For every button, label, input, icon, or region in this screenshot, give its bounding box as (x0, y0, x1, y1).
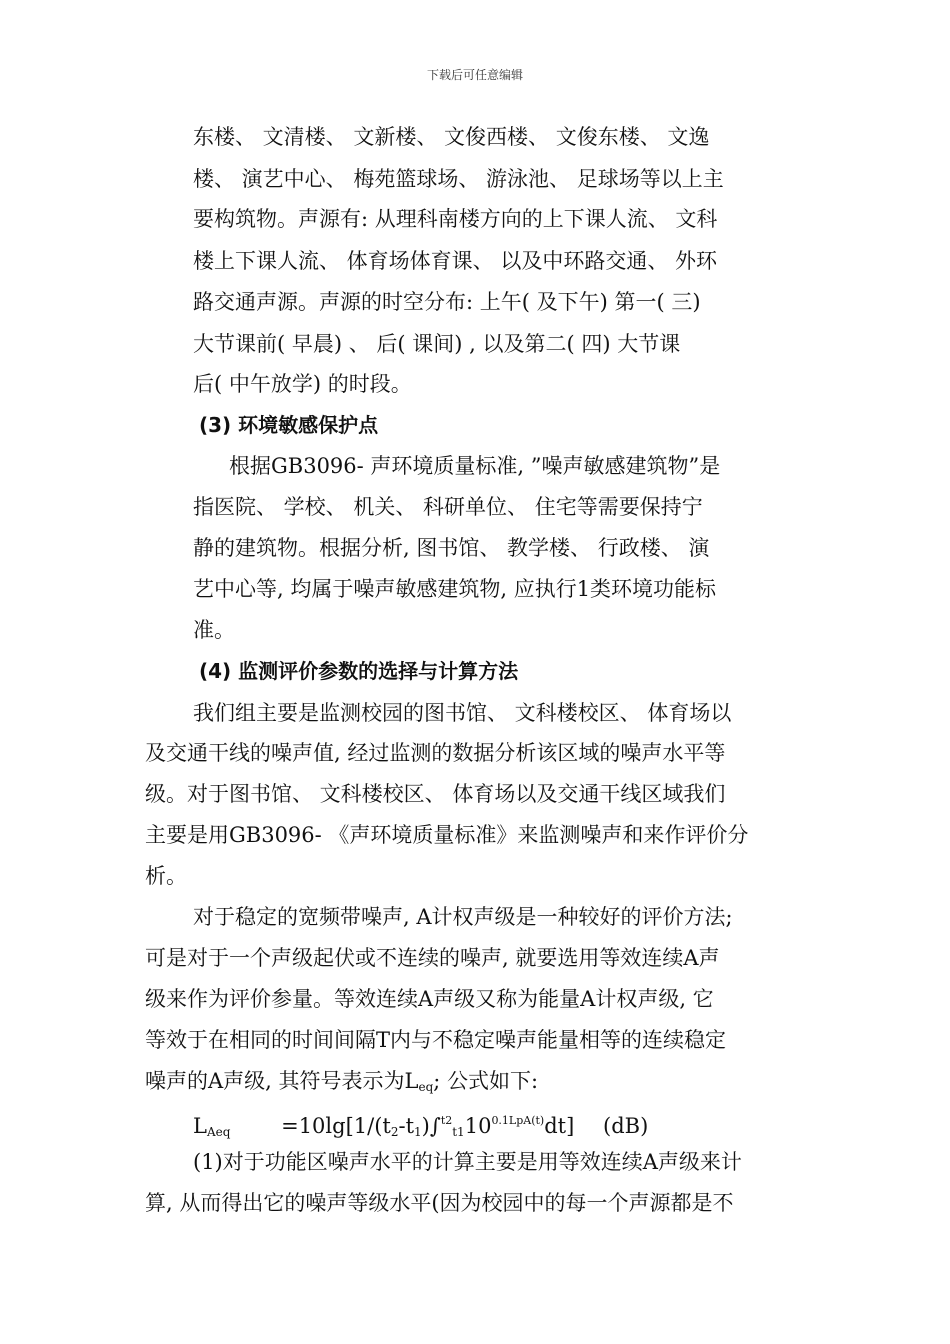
text-line: 后( 中午放学) 的时段。 (193, 372, 412, 396)
text-line: 级。对于图书馆、 文科楼校区、 体育场以及交通干线区域我们 (145, 782, 726, 806)
page-header: 下载后可任意编辑 (426, 68, 523, 82)
subscript: eq (418, 1080, 434, 1094)
text-line: 路交通声源。声源的时空分布: 上午( 及下午) 第一( 三) (193, 290, 701, 314)
text-line: 准。 (193, 618, 235, 642)
exponent: 0.1LpA(t) (491, 1114, 545, 1127)
formula-subscript: 1 (414, 1125, 422, 1139)
text-line: 主要是用GB3096- 《声环境质量标准》来监测噪声和来作评价分 (145, 823, 749, 847)
text-line: 级来作为评价参量。等效连续A声级又称为能量A计权声级, 它 (145, 987, 714, 1011)
text-line: 及交通干线的噪声值, 经过监测的数据分析该区域的噪声水平等 (145, 741, 726, 765)
text-line: 对于稳定的宽频带噪声, A计权声级是一种较好的评价方法; (193, 905, 733, 929)
text-line: (1)对于功能区噪声水平的计算主要是用等效连续A声级来计 (193, 1150, 742, 1174)
text-line: 算, 从而得出它的噪声等级水平(因为校园中的每一个声源都是不 (145, 1191, 734, 1215)
formula-symbol: L (193, 1114, 207, 1138)
text-line: 楼、 演艺中心、 梅苑篮球场、 游泳池、 足球场等以上主 (193, 167, 724, 191)
formula-subscript: Aeq (206, 1125, 231, 1139)
integral-lower: t1 (452, 1125, 465, 1139)
formula-unit: (dB) (603, 1114, 649, 1138)
formula-leq (193, 1107, 648, 1146)
section-heading-4: (4) 监测评价参数的选择与计算方法 (199, 659, 519, 683)
text-line: 析。 (145, 864, 187, 888)
text-line: 要构筑物。声源有: 从理科南楼方向的上下课人流、 文科 (193, 207, 718, 231)
text-line: 东楼、 文清楼、 文新楼、 文俊西楼、 文俊东楼、 文逸 (193, 125, 710, 149)
text-line: 指医院、 学校、 机关、 科研单位、 住宅等需要保持宁 (193, 495, 703, 519)
formula-subscript: 2 (390, 1125, 399, 1139)
text-segment: 噪声的A声级, 其符号表示为L (145, 1069, 419, 1093)
formula-segment: 10 (464, 1114, 492, 1138)
text-line: 静的建筑物。根据分析, 图书馆、 教学楼、 行政楼、 演 (193, 536, 710, 560)
text-line: 大节课前( 早晨) 、 后( 课间) , 以及第二( 四) 大节课 (193, 332, 681, 356)
text-line-leq (145, 1067, 538, 1101)
text-segment: ; 公式如下: (433, 1069, 539, 1093)
formula-segment: dt] (544, 1114, 575, 1138)
text-line: 等效于在相同的时间间隔T内与不稳定噪声能量相等的连续稳定 (145, 1028, 727, 1052)
formula-segment: -t (398, 1114, 415, 1138)
formula-segment: =10lg[1/(t (281, 1114, 391, 1138)
integral-upper: t2 (440, 1114, 453, 1127)
text-line: 艺中心等, 均属于噪声敏感建筑物, 应执行1类环境功能标 (193, 577, 717, 601)
text-line: 根据GB3096- 声环境质量标准, ”噪声敏感建筑物”是 (229, 454, 721, 478)
section-heading-3: (3) 环境敏感保护点 (199, 413, 379, 437)
text-line: 可是对于一个声级起伏或不连续的噪声, 就要选用等效连续A声 (145, 946, 720, 970)
formula-segment: )∫ (421, 1114, 441, 1138)
text-line: 我们组主要是监测校园的图书馆、 文科楼校区、 体育场以 (193, 701, 732, 725)
text-line: 楼上下课人流、 体育场体育课、 以及中环路交通、 外环 (193, 249, 718, 273)
